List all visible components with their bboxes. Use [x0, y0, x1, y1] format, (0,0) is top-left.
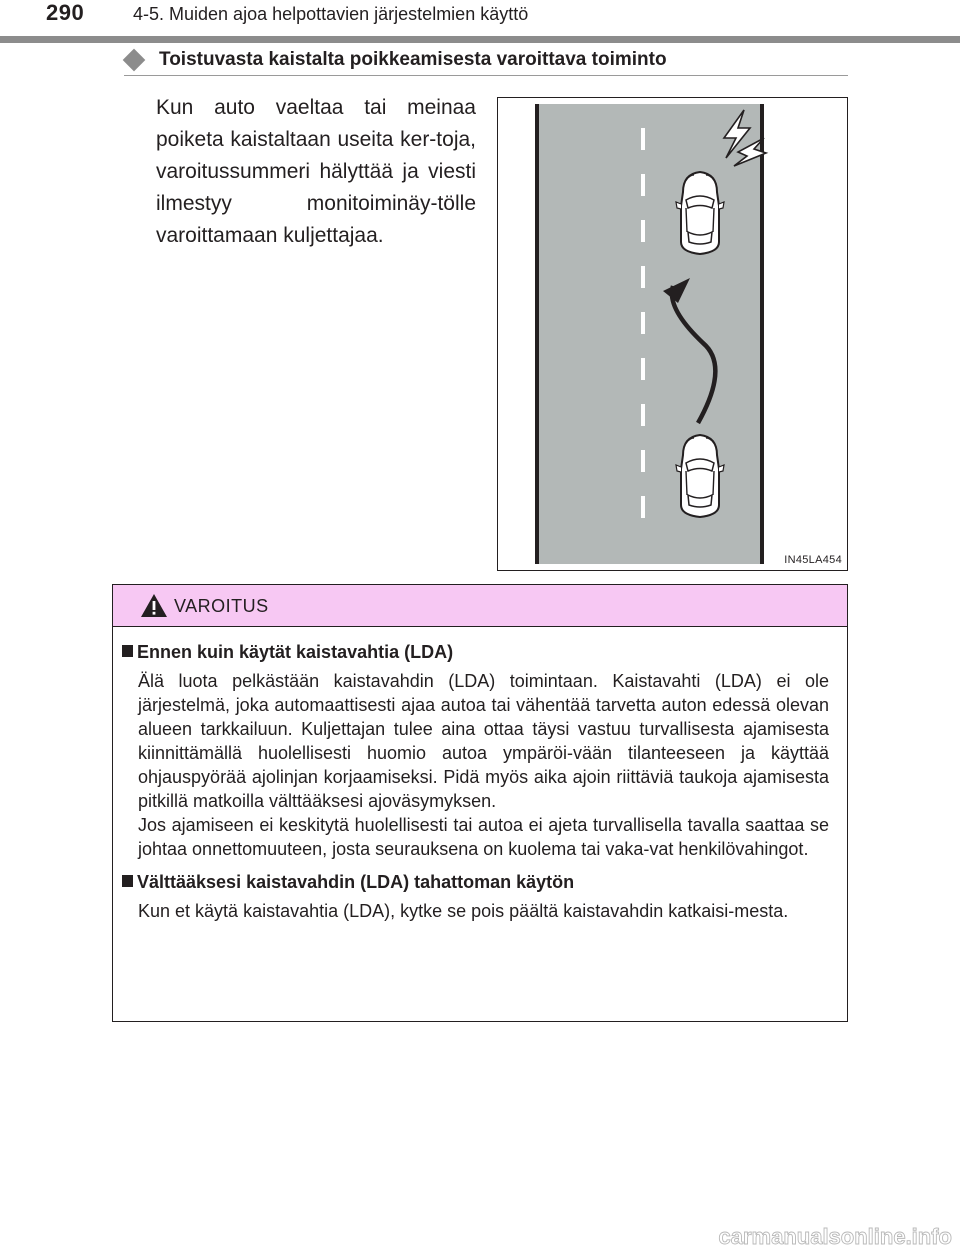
chapter-header: 4-5. Muiden ajoa helpottavien järjestelmien käyttö: [133, 4, 529, 24]
warning-section: [113, 869, 847, 923]
warning-section-title-text: Ennen kuin käytät kaistavahtia (LDA): [137, 642, 454, 662]
warning-body: [113, 639, 847, 923]
watermark-text: carmanualsonline.info: [718, 1224, 952, 1249]
warning-section-title: [113, 869, 847, 895]
watermark: [640, 1222, 955, 1252]
warning-header: [113, 585, 847, 627]
car-top-icon: [676, 172, 724, 254]
diamond-bullet-icon: [123, 49, 146, 72]
road-surface: [536, 104, 762, 564]
page-number: 290: [46, 0, 85, 25]
warning-section: [113, 639, 847, 861]
warning-paragraph: Jos ajamiseen ei keskitytä huolellisesti tai autoa ei ajeta turvallisella tavalla saattaa se johtaa onnettomuuteen, josta seurauksena on kuolema tai vaka-vat henkilövahingot.: [138, 815, 829, 859]
warning-box: [112, 584, 848, 1022]
car-bottom-icon: [676, 435, 724, 517]
section-title: Toistuvasta kaistalta poikkeamisesta varoittava toiminto: [159, 49, 667, 70]
lane-illustration: [498, 98, 847, 570]
warning-triangle-icon: [140, 593, 168, 618]
square-bullet-icon: [122, 875, 133, 887]
warning-section-title: [113, 639, 847, 665]
section-title-row: [124, 44, 848, 76]
figure-id: IN45LA454: [784, 554, 842, 566]
header-divider: [0, 36, 960, 43]
warning-paragraph: Kun et käytä kaistavahtia (LDA), kytke se pois päältä kaistavahdin katkaisi-mesta.: [138, 901, 789, 921]
warning-paragraph: Älä luota pelkästään kaistavahdin (LDA) toimintaan. Kaistavahti (LDA) ei ole järjestelmä, joka automaattisesti ajaa autoa tai vähentää tarvetta auton edessä olevan alueen tarkkailuun. Kuljettajan tulee aina ottaa täysi vastuu turvallisesta ajamisesta kiinnittämällä huolellisesti huomio autoa ympäröi-vään tilanteeseen ja käyttää ohjauspyörää ajolinjan korjaamiseksi. Pidä myös aika ajoin riittäviä taukoja ajamisesta pitkillä matkoilla välttääksesi ajoväsymyksen.: [138, 671, 829, 811]
intro-paragraph: Kun auto vaeltaa tai meinaa poiketa kaistaltaan useita ker-toja, varoitussummeri hälyttää ja viesti ilmestyy monitoiminäy-tölle varoittamaan kuljettajaa.: [156, 96, 476, 247]
warning-title: VAROITUS: [174, 596, 269, 616]
square-bullet-icon: [122, 645, 133, 657]
lane-departure-figure: [497, 97, 848, 571]
warning-section-title-text: Välttääksesi kaistavahdin (LDA) tahattoman käytön: [137, 872, 575, 892]
